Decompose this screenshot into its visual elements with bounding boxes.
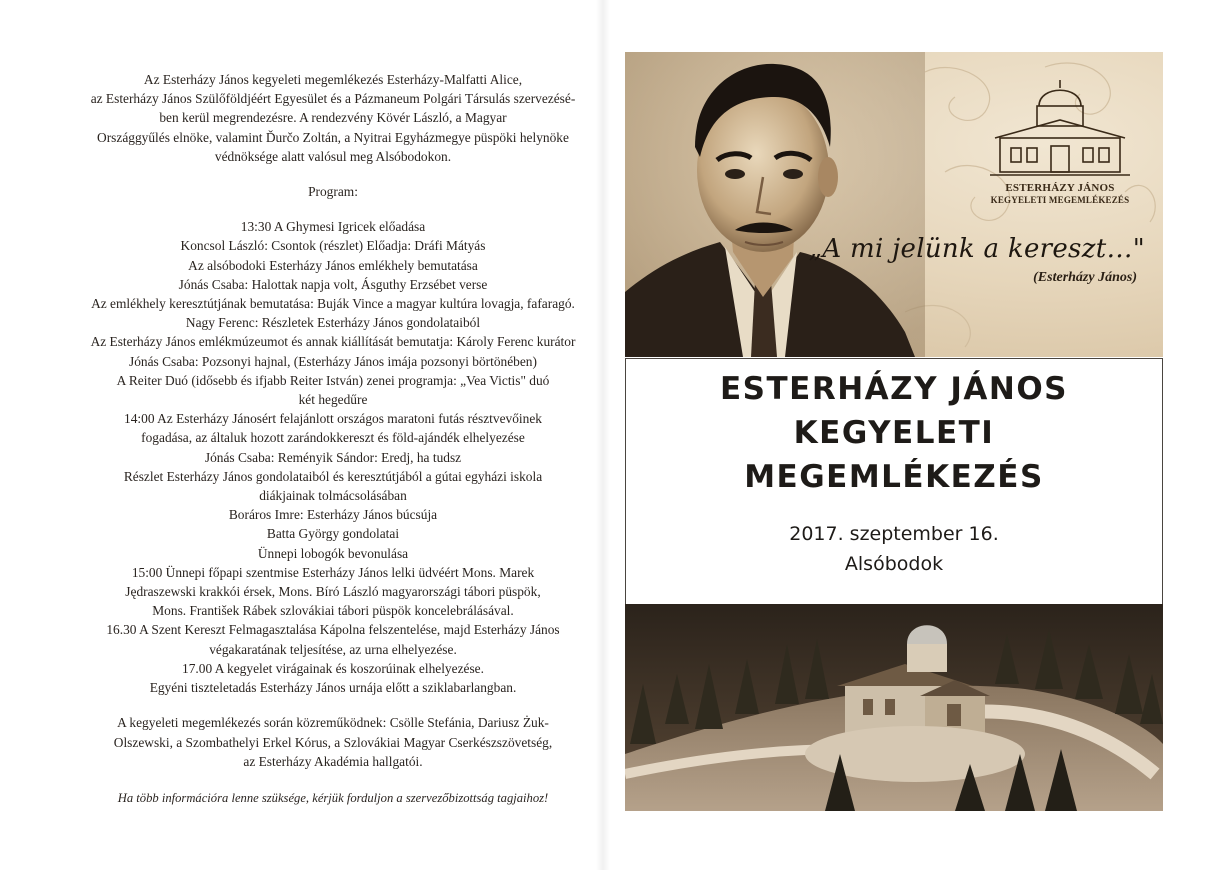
logo-title: ESTERHÁZY JÁNOS: [1005, 182, 1115, 194]
program-line: Mons. František Rábek szlovákiai tábori püspök koncelebrálásával.: [152, 603, 514, 619]
program-line: 15:00 Ünnepi főpapi szentmise Esterházy János lelki üdvéért Mons. Marek: [131, 564, 535, 580]
event-title-box: [625, 358, 1163, 605]
program-line: Batta György gondolatai: [266, 526, 400, 542]
participants-line: Olszewski, a Szombathelyi Erkel Kórus, a Szlovákiai Magyar Cserkészszövetség,: [113, 734, 553, 750]
program-heading: Program:: [308, 184, 358, 200]
program-line: diákjainak tolmácsolásában: [259, 488, 407, 504]
event-place: Alsóbodok: [844, 553, 944, 575]
program-line: Jędraszewski krakkói érsek, Mons. Bíró László magyarországi tábori püspök,: [125, 584, 541, 600]
program-line: Nagy Ferenc: Részletek Esterházy János gondolataiból: [185, 315, 481, 331]
quote-author: (Esterházy János): [1033, 270, 1137, 285]
participants-line: az Esterházy Akadémia hallgatói.: [243, 753, 423, 769]
program-line: Boráros Imre: Esterházy János búcsúja: [228, 507, 438, 523]
program-line: Jónás Csaba: Halottak napja volt, Ásguthy Erzsébet verse: [178, 276, 488, 292]
program-line: 13:30 A Ghymesi Igricek előadása: [240, 219, 426, 235]
memorial-site-image: [625, 604, 1163, 811]
event-title-line: ESTERHÁZY JÁNOS: [720, 371, 1068, 407]
quote-text: „A mi jelünk a kereszt…": [808, 234, 1145, 264]
portrait-image: [625, 52, 925, 357]
program-line: 16.30 A Szent Kereszt Felmagasztalása Kápolna felszentelése, majd Esterházy János: [106, 622, 560, 638]
program-line: Részlet Esterházy János gondolataiból és keresztútjából a gútai egyházi iskola: [123, 468, 543, 484]
event-title-line: MEGEMLÉKEZÉS: [744, 459, 1044, 495]
logo-subtitle: KEGYELETI MEGEMLÉKEZÉS: [990, 195, 1130, 205]
program-line: Egyéni tiszteletadás Esterházy János urnája előtt a sziklabarlangban.: [149, 680, 517, 696]
left-page: [40, 70, 626, 808]
intro-line: az Esterházy János Szülőföldjéért Egyesület és a Pázmaneum Polgári Társulás szervezésé-: [90, 91, 576, 107]
event-title-line: KEGYELETI: [793, 415, 995, 451]
program-list: [40, 217, 626, 697]
intro-paragraph: [40, 70, 626, 166]
event-date: 2017. szeptember 16.: [789, 523, 999, 545]
program-line: Az Esterházy János emlékmúzeumot és annak kiállítását bemutatja: Károly Ferenc kurátor: [90, 334, 576, 350]
participants-paragraph: [40, 713, 626, 771]
portrait-banner: [625, 52, 1163, 357]
program-line: Koncsol László: Csontok (részlet) Előadja: Dráfi Mátyás: [180, 238, 486, 254]
intro-line: Az Esterházy János kegyeleti megemlékezés Esterházy-Malfatti Alice,: [143, 72, 523, 87]
program-line: Jónás Csaba: Reményik Sándor: Eredj, ha tudsz: [204, 449, 462, 465]
program-line: Jónás Csaba: Pozsonyi hajnal, (Esterházy János imája pozsonyi börtönében): [129, 353, 537, 369]
program-line: fogadása, az általuk hozott zarándokkereszt és föld-ajándék elhelyezése: [141, 430, 525, 446]
program-line: 14:00 Az Esterházy Jánosért felajánlott országos maratoni futás résztvevőinek: [124, 411, 542, 427]
program-line: A Reiter Duó (idősebb és ifjabb Reiter István) zenei programja: „Vea Victis" duó: [116, 372, 550, 388]
intro-line: Országgyűlés elnöke, valamint Ďurčo Zoltán, a Nyitrai Egyházmegye püspöki helynöke: [97, 129, 569, 145]
memorial-render-graphic: [625, 604, 1163, 811]
intro-line: ben kerül megrendezésre. A rendezvény Kövér László, a Magyar: [159, 110, 507, 126]
program-line: Ünnepi lobogók bevonulása: [257, 545, 409, 561]
program-line: két hegedűre: [298, 392, 368, 408]
program-line: Az alsóbodoki Esterházy János emlékhely bemutatása: [188, 257, 478, 273]
chapel-icon: [985, 80, 1135, 180]
program-line: Az emlékhely keresztútjának bemutatása: Buják Vince a magyar kultúra lovagja, fafaragó.: [91, 296, 575, 312]
program-line: végakaratának teljesítése, az urna elhelyezése.: [209, 641, 457, 657]
participants-line: A kegyeleti megemlékezés során közreműködnek: Csölle Stefánia, Dariusz Żuk-: [117, 715, 549, 731]
event-logo: [970, 80, 1150, 240]
program-line: 17.00 A kegyelet virágainak és koszorúinak elhelyezése.: [182, 660, 484, 676]
contact-note: Ha több információra lenne szüksége, kérjük forduljon a szervezőbizottság tagjaihoz!: [117, 790, 549, 805]
intro-line: védnöksége alatt valósul meg Alsóbodokon.: [214, 148, 452, 164]
